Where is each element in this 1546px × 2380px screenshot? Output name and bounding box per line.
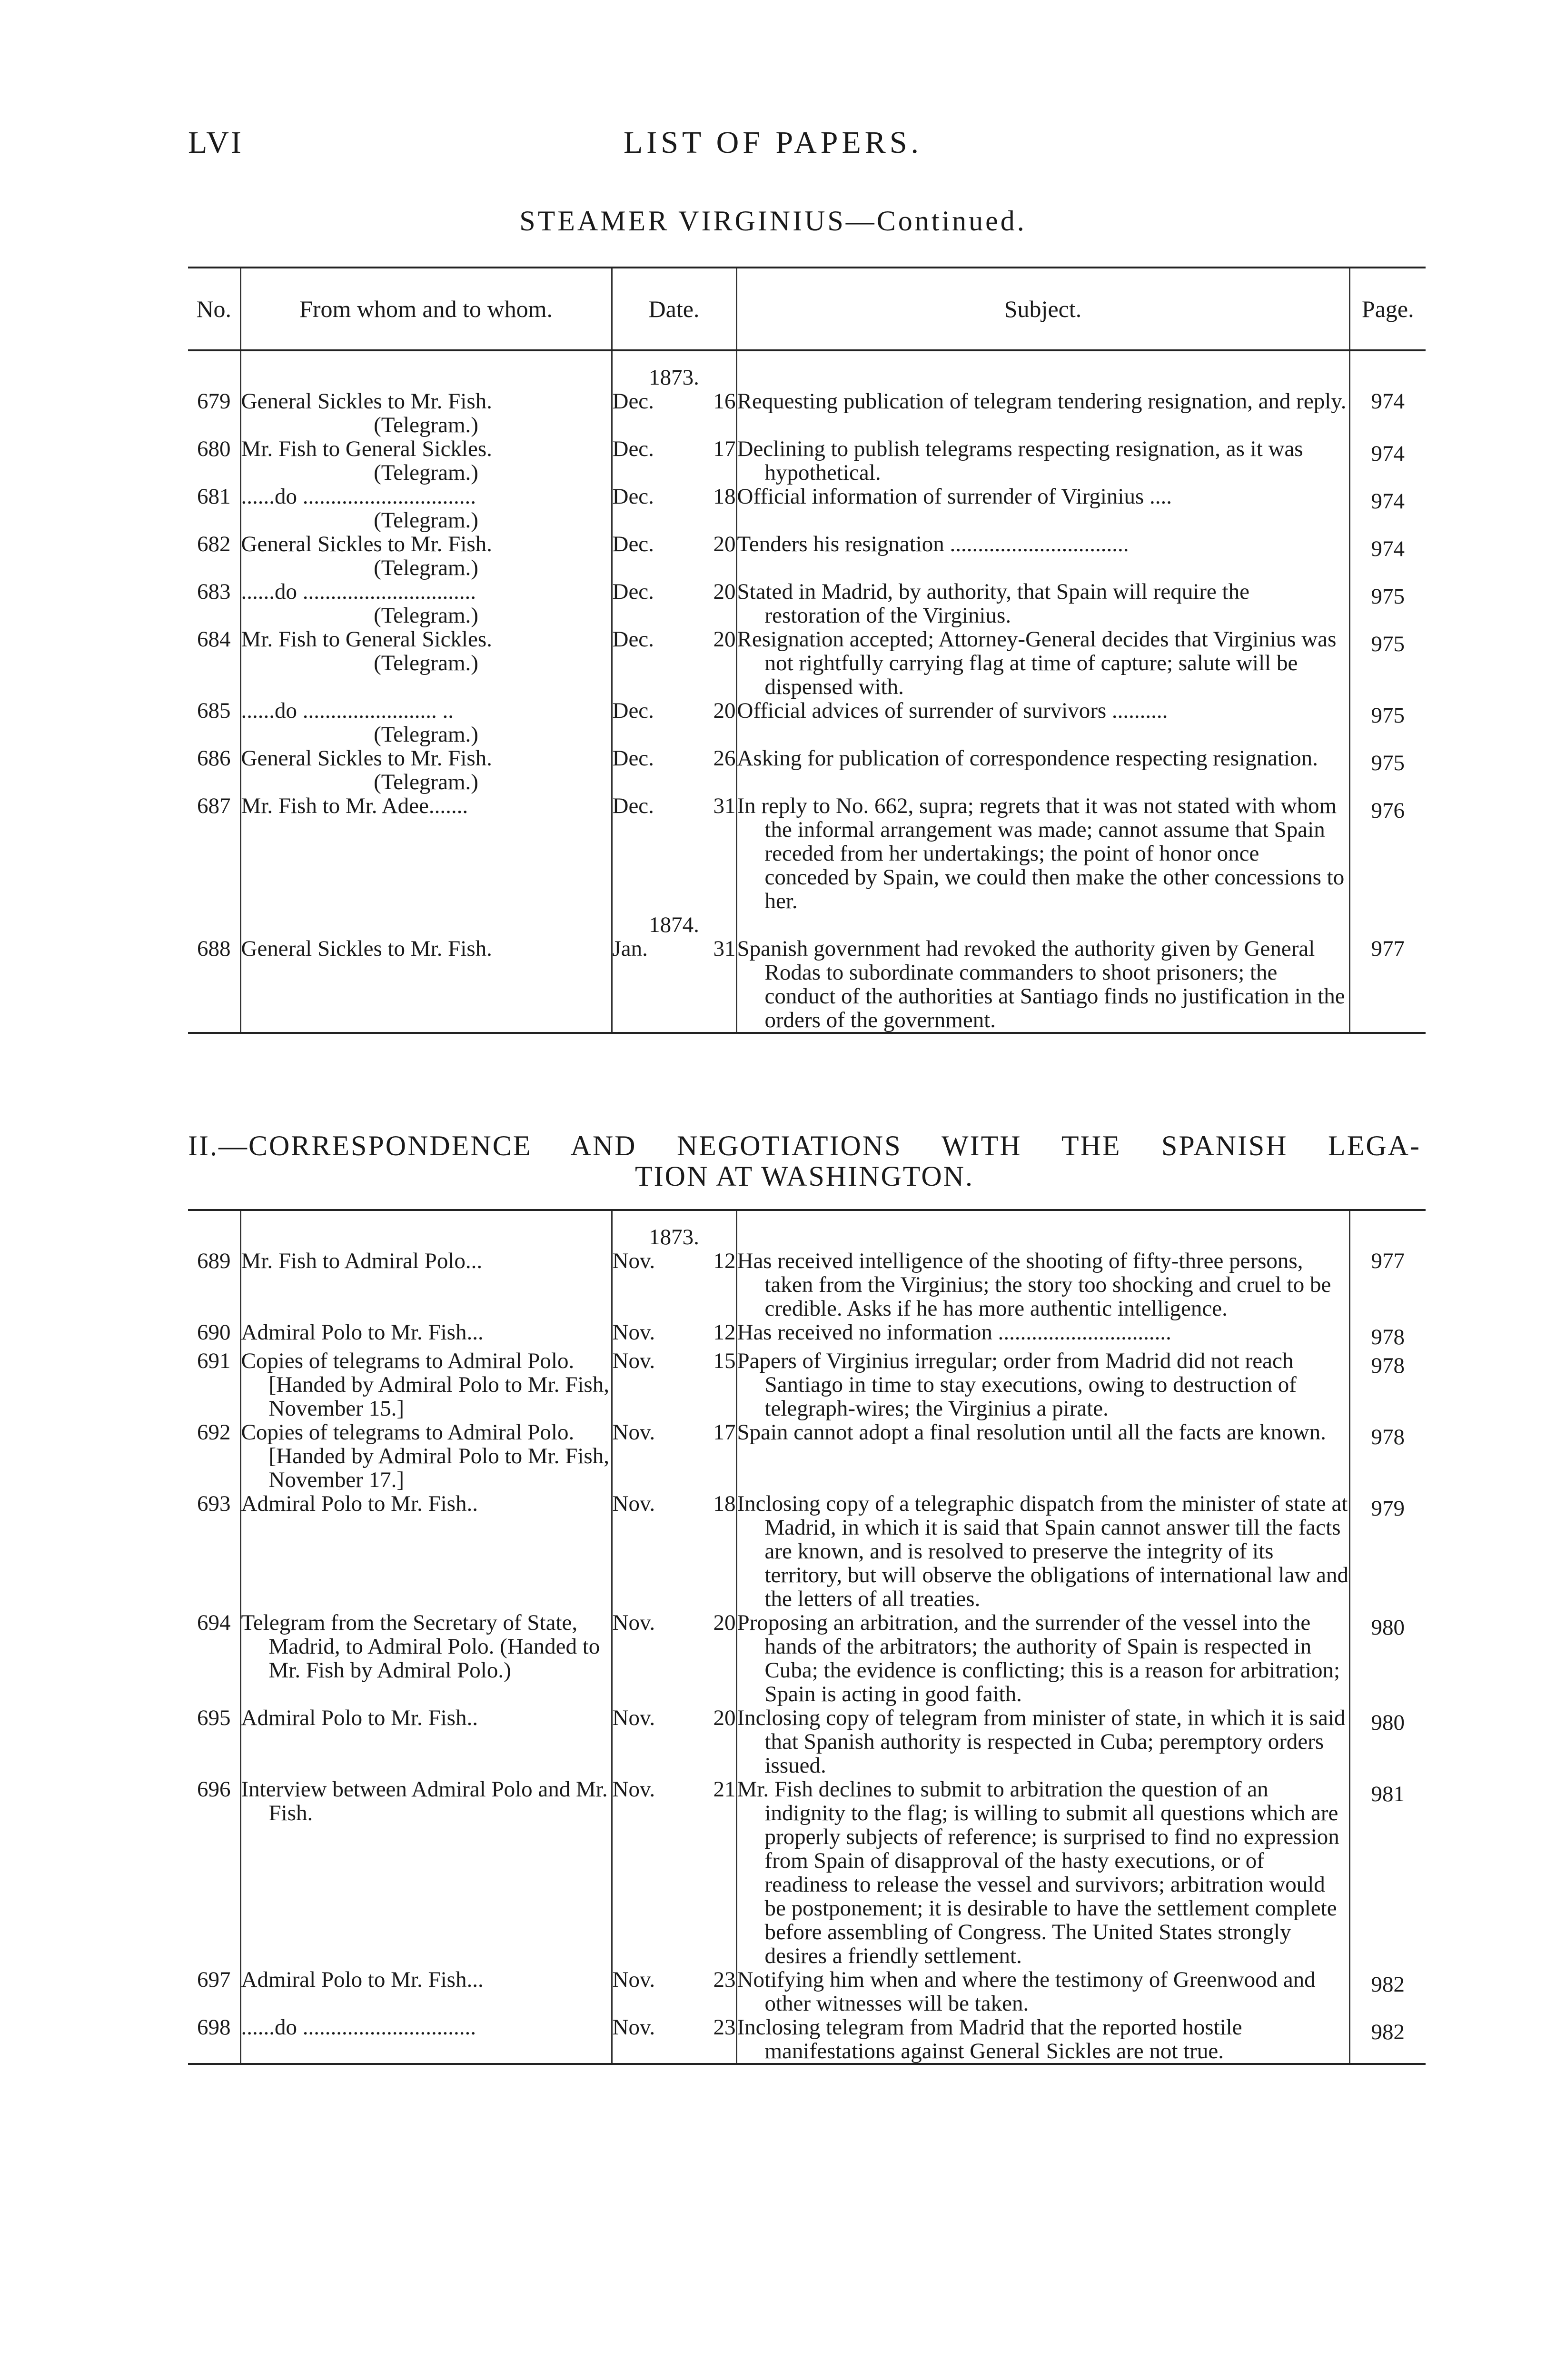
table-row	[188, 1349, 1426, 1420]
subject-text: Has received no information ...............................	[737, 1320, 1171, 1345]
spacer-row	[188, 1210, 1426, 1225]
date-day: 18	[713, 1491, 736, 1516]
date-month: Nov.	[612, 2015, 655, 2040]
row-date	[612, 366, 736, 437]
from-text: Mr. Fish to General Sickles.	[241, 627, 492, 652]
row-from	[240, 437, 612, 485]
table-header-row	[188, 268, 1426, 350]
date-month: Nov.	[612, 1249, 655, 1273]
date-month: Dec.	[612, 532, 654, 556]
telegram-note: (Telegram.)	[374, 722, 478, 747]
date-day: 12	[713, 1249, 736, 1273]
row-number: 688	[197, 936, 231, 961]
row-page: 975	[1349, 746, 1426, 794]
from-text: ......do ...............................	[241, 579, 476, 604]
row-subject	[736, 366, 1349, 437]
table-row	[188, 437, 1426, 485]
date-day: 20	[713, 627, 736, 652]
row-subject	[736, 2015, 1349, 2064]
row-number: 698	[197, 2015, 231, 2040]
row-date	[612, 437, 736, 485]
row-page: 980	[1349, 1706, 1426, 1777]
spacer-cell	[612, 350, 736, 366]
date-value	[613, 1777, 736, 1801]
table-row	[188, 1777, 1426, 1968]
table-row	[188, 627, 1426, 699]
date-month: Dec.	[612, 436, 654, 461]
row-page: 981	[1349, 1777, 1426, 1968]
row-date	[612, 1968, 736, 2015]
row-page: 974	[1349, 437, 1426, 485]
row-number: 682	[197, 532, 231, 556]
row-subject	[736, 1968, 1349, 2015]
table-row	[188, 366, 1426, 437]
row-date	[612, 532, 736, 580]
table-row	[188, 1492, 1426, 1611]
row-from	[240, 2015, 612, 2064]
row-number: 695	[197, 1706, 231, 1730]
from-text: Admiral Polo to Mr. Fish..	[241, 1706, 478, 1730]
year-label: 1874.	[649, 912, 699, 937]
date-value	[613, 1706, 736, 1730]
row-from	[240, 627, 612, 699]
page-numeral: LVI	[188, 125, 243, 160]
date-month: Dec.	[612, 484, 654, 509]
from-text: Mr. Fish to Admiral Polo...	[241, 1249, 483, 1273]
col-header-no: No.	[196, 296, 232, 322]
from-text: Telegram from the Secretary of State, Madrid, to Admiral Polo. (Handed to Mr. Fish by Admiral Polo.)	[241, 1610, 600, 1683]
row-from	[240, 1225, 612, 1320]
row-from	[240, 1492, 612, 1611]
date-value	[613, 1349, 736, 1373]
telegram-note: (Telegram.)	[374, 460, 478, 485]
date-value	[613, 746, 736, 770]
spacer-cell	[736, 350, 1349, 366]
row-page: 977	[1349, 1225, 1426, 1320]
section-heading-line1: II.—CORRESPONDENCE AND NEGOTIATIONS WITH THE SPANISH LEGA-	[188, 1130, 1421, 1161]
row-subject	[736, 437, 1349, 485]
row-from	[240, 699, 612, 746]
row-page: 976	[1349, 794, 1426, 913]
date-value	[613, 1320, 736, 1344]
row-page: 974	[1349, 366, 1426, 437]
row-subject	[736, 532, 1349, 580]
date-month: Dec.	[612, 746, 654, 771]
table-row	[188, 794, 1426, 913]
section-heading-line2: TION AT WASHINGTON.	[634, 1160, 974, 1192]
table-row	[188, 1320, 1426, 1349]
row-subject	[736, 794, 1349, 913]
date-day: 31	[713, 793, 736, 818]
row-subject	[736, 1349, 1349, 1420]
row-page: 978	[1349, 1349, 1426, 1420]
row-page: 978	[1349, 1420, 1426, 1492]
spacer-cell	[188, 350, 240, 366]
subject-text: Inclosing copy of a telegraphic dispatch from the minister of state at Madrid, in which it is said that Spain cannot answer till the facts are known, and is resolved to preserve the integrity of its territory, but will observe the obligations of international law and the letters of all treaties.	[737, 1491, 1348, 1611]
row-subject	[736, 699, 1349, 746]
row-from	[240, 1320, 612, 1349]
row-number: 685	[197, 698, 231, 723]
date-day: 21	[713, 1777, 736, 1802]
from-text: Mr. Fish to General Sickles.	[241, 436, 492, 461]
row-number: 694	[197, 1610, 231, 1635]
row-date	[612, 580, 736, 627]
row-page: 978	[1349, 1320, 1426, 1349]
row-from	[240, 485, 612, 532]
table-row	[188, 2015, 1426, 2064]
row-from	[240, 913, 612, 1033]
row-date	[612, 699, 736, 746]
row-number: 684	[197, 627, 231, 652]
row-number: 697	[197, 1967, 231, 1992]
row-from	[240, 580, 612, 627]
table-row	[188, 699, 1426, 746]
spacer-cell	[736, 1210, 1349, 1225]
subject-text: Mr. Fish declines to submit to arbitration the question of an indignity to the flag; is willing to submit all questions which are properly subjects of reference; is surprised to find no expression from Spain of disapproval of the hasty executions, or of readiness to release the vessel and survivors; arbitration would be postponement; it is desirable to have the settlement complete before assembling of Congress. The United States strongly desires a friendly settlement.	[737, 1777, 1339, 1968]
date-day: 20	[713, 1706, 736, 1730]
date-value	[613, 532, 736, 556]
telegram-note: (Telegram.)	[374, 770, 478, 794]
year-label: 1873.	[649, 365, 699, 390]
row-number: 693	[197, 1491, 231, 1516]
row-number: 689	[197, 1249, 231, 1273]
row-subject	[736, 1492, 1349, 1611]
row-from	[240, 1420, 612, 1492]
from-text: General Sickles to Mr. Fish.	[241, 532, 492, 556]
table-row	[188, 1706, 1426, 1777]
date-day: 17	[713, 436, 736, 461]
date-value	[613, 937, 736, 961]
table-row	[188, 913, 1426, 1033]
subject-text: Asking for publication of correspondence respecting resignation.	[737, 746, 1318, 771]
row-date	[612, 485, 736, 532]
spacer-cell	[612, 1210, 736, 1225]
row-subject	[736, 1777, 1349, 1968]
row-subject	[736, 1706, 1349, 1777]
from-text: Admiral Polo to Mr. Fish...	[241, 1320, 484, 1345]
date-day: 23	[713, 2015, 736, 2040]
subject-text: Proposing an arbitration, and the surrender of the vessel into the hands of the arbitrators; the authority of Spain is respected in Cuba; the evidence is conflicting; this is a reason for arbitration; Spain is acting in good faith.	[737, 1610, 1340, 1706]
table-row	[188, 746, 1426, 794]
row-page: 982	[1349, 1968, 1426, 2015]
from-text: Copies of telegrams to Admiral Polo. [Handed by Admiral Polo to Mr. Fish, November 17.]	[241, 1420, 609, 1492]
date-month: Jan.	[612, 936, 648, 961]
row-number: 696	[197, 1777, 231, 1802]
table-row	[188, 485, 1426, 532]
date-value	[613, 389, 736, 413]
row-date	[612, 1611, 736, 1706]
subject-text: Notifying him when and where the testimony of Greenwood and other witnesses will be taken.	[737, 1967, 1316, 2016]
row-date	[612, 1320, 736, 1349]
spacer-cell	[188, 1210, 240, 1225]
row-number: 690	[197, 1320, 231, 1345]
subject-text: Stated in Madrid, by authority, that Spain will require the restoration of the Virginius.	[737, 579, 1249, 628]
spacer-cell	[240, 350, 612, 366]
col-header-from: From whom and to whom.	[240, 268, 612, 350]
row-subject	[736, 580, 1349, 627]
row-date	[612, 1492, 736, 1611]
papers-table-spanish-legation	[188, 1209, 1426, 2065]
row-number: 691	[197, 1349, 231, 1373]
spacer-cell	[1349, 1210, 1426, 1225]
date-day: 20	[713, 532, 736, 556]
from-text: General Sickles to Mr. Fish.	[241, 746, 492, 771]
date-month: Nov.	[612, 1967, 655, 1992]
row-page: 974	[1349, 485, 1426, 532]
row-date	[612, 1225, 736, 1320]
subject-text: Inclosing copy of telegram from minister of state, in which it is said that Spanish authority is respected in Cuba; peremptory orders issued.	[737, 1706, 1346, 1778]
date-month: Dec.	[612, 579, 654, 604]
date-value	[613, 1611, 736, 1635]
date-day: 18	[713, 484, 736, 509]
date-day: 15	[713, 1349, 736, 1373]
date-day: 26	[713, 746, 736, 771]
row-page: 977	[1349, 913, 1426, 1033]
row-page: 982	[1349, 2015, 1426, 2064]
telegram-note: (Telegram.)	[374, 413, 478, 437]
row-subject	[736, 485, 1349, 532]
date-day: 17	[713, 1420, 736, 1445]
table-body	[188, 350, 1426, 1033]
col-header-page: Page.	[1349, 268, 1426, 350]
subject-text: Spanish government had revoked the authority given by General Rodas to subordinate commanders to shoot prisoners; the conduct of the authorities at Santiago finds no justification in the orders of the government.	[737, 936, 1345, 1032]
from-text: ......do ........................ ..	[241, 698, 454, 723]
subject-text: Has received intelligence of the shooting of fifty-three persons, taken from the Virginius; the story too shocking and cruel to be credible. Asks if he has more authentic intelligence.	[737, 1249, 1331, 1321]
subject-text: Official information of surrender of Virginius ....	[737, 484, 1172, 509]
date-month: Dec.	[612, 793, 654, 818]
date-value	[613, 2015, 736, 2039]
subject-text: Papers of Virginius irregular; order from Madrid did not reach Santiago in time to stay executions, owing to destruction of telegraph-wires; the Virginius a pirate.	[737, 1349, 1297, 1421]
papers-table-virginius	[188, 267, 1426, 1034]
date-day: 20	[713, 698, 736, 723]
row-subject	[736, 1420, 1349, 1492]
date-value	[613, 699, 736, 723]
from-text: Interview between Admiral Polo and Mr. Fish.	[241, 1777, 608, 1825]
date-month: Dec.	[612, 627, 654, 652]
row-from	[240, 532, 612, 580]
col-header-date: Date.	[612, 268, 736, 350]
from-text: Copies of telegrams to Admiral Polo. [Handed by Admiral Polo to Mr. Fish, November 15.]	[241, 1349, 609, 1421]
row-subject	[736, 627, 1349, 699]
date-month: Nov.	[612, 1349, 655, 1373]
row-from	[240, 1611, 612, 1706]
row-date	[612, 746, 736, 794]
row-subject	[736, 1320, 1349, 1349]
row-number: 681	[197, 484, 231, 509]
row-number: 687	[197, 793, 231, 818]
col-header-subject: Subject.	[736, 268, 1349, 350]
row-from	[240, 366, 612, 437]
row-page: 974	[1349, 532, 1426, 580]
spacer-cell	[240, 1210, 612, 1225]
subject-text: Resignation accepted; Attorney-General decides that Virginius was not rightfully carrying flag at time of capture; salute will be dispensed with.	[737, 627, 1337, 699]
date-month: Dec.	[612, 698, 654, 723]
table-row	[188, 1225, 1426, 1320]
table-row	[188, 1611, 1426, 1706]
from-text: General Sickles to Mr. Fish.	[241, 389, 492, 414]
spacer-row	[188, 350, 1426, 366]
spacer-cell	[1349, 350, 1426, 366]
row-from	[240, 746, 612, 794]
subject-text: In reply to No. 662, supra; regrets that it was not stated with whom the informal arrangement was made; cannot assume that Spain receded from her undertakings; the point of honor once conceded by Spain, we could then make the other concessions to her.	[737, 793, 1345, 913]
row-from	[240, 1968, 612, 2015]
row-subject	[736, 1611, 1349, 1706]
row-from	[240, 794, 612, 913]
row-subject	[736, 746, 1349, 794]
date-day: 20	[713, 1610, 736, 1635]
date-month: Nov.	[612, 1420, 655, 1445]
table-row	[188, 532, 1426, 580]
row-date	[612, 627, 736, 699]
row-from	[240, 1706, 612, 1777]
telegram-note: (Telegram.)	[374, 508, 478, 533]
date-day: 20	[713, 579, 736, 604]
subject-text: Tenders his resignation ................................	[737, 532, 1129, 556]
date-value	[613, 580, 736, 604]
row-page: 975	[1349, 580, 1426, 627]
row-from	[240, 1777, 612, 1968]
row-subject	[736, 1225, 1349, 1320]
table-row	[188, 1420, 1426, 1492]
row-date	[612, 1777, 736, 1968]
year-label: 1873.	[649, 1225, 699, 1250]
row-number: 683	[197, 579, 231, 604]
row-number: 686	[197, 746, 231, 771]
date-month: Dec.	[612, 389, 654, 414]
date-value	[613, 794, 736, 818]
row-date	[612, 794, 736, 913]
row-date	[612, 2015, 736, 2064]
date-value	[613, 1249, 736, 1273]
table-body	[188, 1210, 1426, 2064]
subject-text: Inclosing telegram from Madrid that the reported hostile manifestations against General Sickles are not true.	[737, 2015, 1242, 2063]
from-text: ......do ...............................	[241, 2015, 476, 2040]
date-month: Nov.	[612, 1610, 655, 1635]
row-date	[612, 913, 736, 1033]
telegram-note: (Telegram.)	[374, 651, 478, 675]
row-page: 975	[1349, 699, 1426, 746]
date-month: Nov.	[612, 1320, 655, 1345]
date-value	[613, 1492, 736, 1516]
date-value	[613, 1968, 736, 1992]
row-number: 692	[197, 1420, 231, 1445]
row-date	[612, 1706, 736, 1777]
date-day: 31	[713, 936, 736, 961]
from-text: Admiral Polo to Mr. Fish...	[241, 1967, 484, 1992]
section-subtitle: STEAMER VIRGINIUS—Continued.	[519, 205, 1027, 237]
from-text: General Sickles to Mr. Fish.	[241, 936, 492, 961]
subject-text: Declining to publish telegrams respecting resignation, as it was hypothetical.	[737, 436, 1303, 485]
page-title: LIST OF PAPERS.	[623, 125, 923, 160]
row-number: 679	[197, 389, 231, 414]
row-page: 975	[1349, 627, 1426, 699]
table-row	[188, 1968, 1426, 2015]
row-from	[240, 1349, 612, 1420]
date-day: 23	[713, 1967, 736, 1992]
telegram-note: (Telegram.)	[374, 603, 478, 628]
row-page: 980	[1349, 1611, 1426, 1706]
date-month: Nov.	[612, 1706, 655, 1730]
from-text: ......do ...............................	[241, 484, 476, 509]
from-text: Mr. Fish to Mr. Adee.......	[241, 793, 468, 818]
date-day: 16	[713, 389, 736, 414]
from-text: Admiral Polo to Mr. Fish..	[241, 1491, 478, 1516]
row-number: 680	[197, 436, 231, 461]
section-heading	[188, 1130, 1421, 1191]
row-date	[612, 1349, 736, 1420]
date-value	[613, 485, 736, 508]
row-subject	[736, 913, 1349, 1033]
subject-text: Spain cannot adopt a final resolution until all the facts are known.	[737, 1420, 1326, 1445]
row-date	[612, 1420, 736, 1492]
date-day: 12	[713, 1320, 736, 1345]
subject-text: Requesting publication of telegram tendering resignation, and reply.	[737, 389, 1347, 414]
date-month: Nov.	[612, 1777, 655, 1802]
row-page: 979	[1349, 1492, 1426, 1611]
date-month: Nov.	[612, 1491, 655, 1516]
date-value	[613, 437, 736, 461]
subject-text: Official advices of surrender of survivors ..........	[737, 698, 1168, 723]
table-row	[188, 580, 1426, 627]
telegram-note: (Telegram.)	[374, 555, 478, 580]
date-value	[613, 627, 736, 651]
date-value	[613, 1420, 736, 1444]
